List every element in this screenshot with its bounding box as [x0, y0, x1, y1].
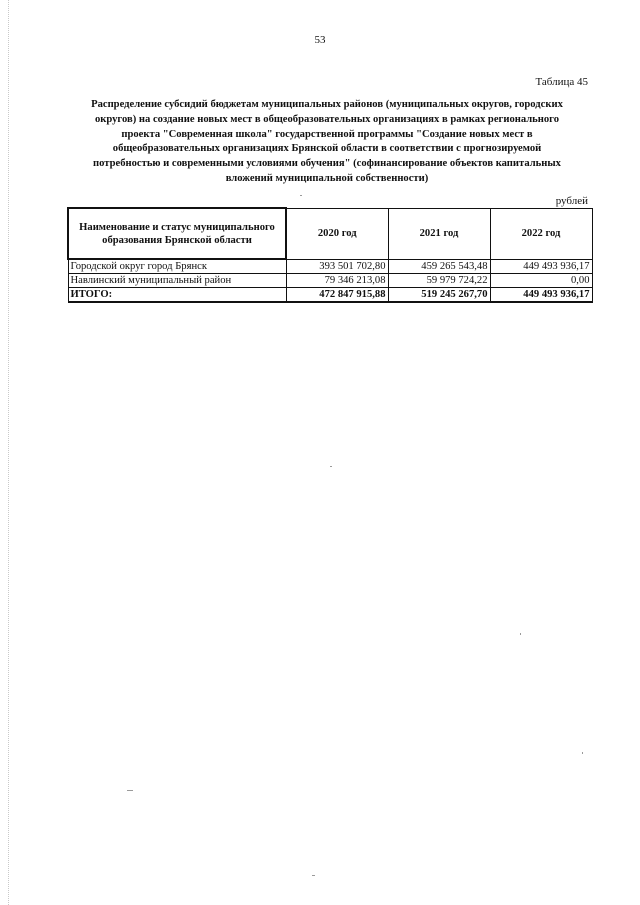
scan-speck — [520, 633, 521, 635]
scan-speck — [312, 875, 315, 876]
scan-speck — [582, 752, 583, 754]
table-header-row — [68, 208, 592, 259]
column-header-2021: 2021 год — [388, 208, 490, 259]
cell-total-2021: 519 245 267,70 — [388, 288, 490, 303]
subsidies-table — [67, 207, 593, 303]
column-header-2020: 2020 год — [286, 208, 388, 259]
scan-speck — [300, 195, 302, 196]
cell-value-2022: 0,00 — [490, 274, 592, 288]
cell-value-2021: 459 265 543,48 — [388, 259, 490, 274]
cell-value-2022: 449 493 936,17 — [490, 259, 592, 274]
cell-total-2020: 472 847 915,88 — [286, 288, 388, 303]
scan-speck — [127, 790, 133, 791]
cell-value-2020: 393 501 702,80 — [286, 259, 388, 274]
title-line: Распределение субсидий бюджетам муниципальных районов (муниципальных округов, городских — [91, 99, 563, 110]
title-line: вложений муниципальной собственности) — [225, 172, 429, 184]
column-header-name: Наименование и статус муниципального образования Брянской области — [68, 208, 286, 259]
cell-value-2020: 79 346 213,08 — [286, 274, 388, 288]
scan-edge-line — [8, 0, 9, 905]
page-number: 53 — [314, 34, 326, 46]
table-row — [68, 259, 592, 274]
title-line: округов) на создание новых мест в общеобразовательных организациях в рамках регионального — [94, 113, 560, 125]
table-total-row — [68, 288, 592, 303]
cell-municipality-name: Навлинский муниципальный район — [68, 274, 286, 288]
document-title — [66, 98, 588, 187]
scan-speck — [330, 466, 332, 467]
cell-municipality-name: Городской округ город Брянск — [68, 259, 286, 274]
cell-value-2021: 59 979 724,22 — [388, 274, 490, 288]
title-line: проекта "Современная школа" государственной программы "Создание новых мест в — [121, 128, 533, 140]
table-label: Таблица 45 — [535, 76, 588, 88]
cell-total-label: ИТОГО: — [68, 288, 286, 303]
title-line: общеобразовательных организациях Брянской области в соответствии с прогнозируемой — [112, 143, 542, 155]
table-row — [68, 274, 592, 288]
units-label: рублей — [555, 195, 588, 207]
cell-total-2022: 449 493 936,17 — [490, 288, 592, 303]
title-line: потребностью и современными условиями обучения" (софинансирование объектов капитальных — [93, 158, 561, 170]
column-header-2022: 2022 год — [490, 208, 592, 259]
